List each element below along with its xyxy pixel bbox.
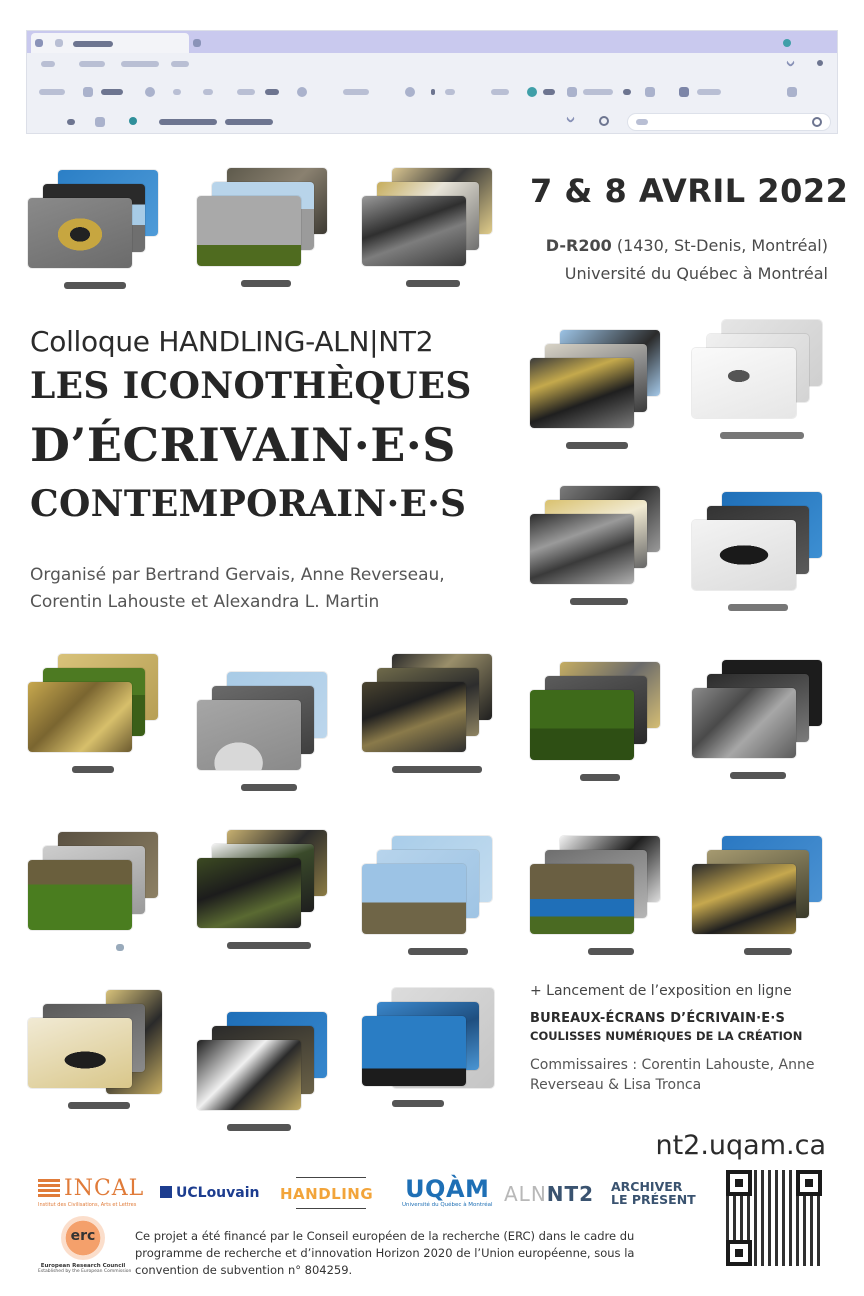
uqam-subtitle: Université du Québec à Montréal [402,1202,493,1208]
toolbar-icon[interactable] [787,87,797,97]
image-stack[interactable] [362,654,498,786]
toolbar-item[interactable] [431,89,435,95]
image-stack[interactable] [692,320,828,452]
image-stack[interactable] [28,990,164,1122]
incal-subtitle: Institut des Civilisations, Arts et Lettres [38,1202,137,1208]
archiver-line-1: ARCHIVER [611,1179,683,1194]
stack-card [362,196,466,266]
stack-card [362,1016,466,1086]
bookmark-item[interactable] [121,61,159,67]
stack-caption [720,432,804,439]
chevron-down-icon[interactable] [786,58,796,68]
stack-card [530,690,634,760]
incal-mark-icon [38,1179,60,1199]
search-icon[interactable] [812,117,822,127]
toolbar-icon[interactable] [645,87,655,97]
breadcrumb[interactable] [159,119,217,125]
toolbar-item[interactable] [583,89,613,95]
toolbar-item[interactable] [237,89,255,95]
stack-caption [64,282,126,289]
stack-card [362,864,466,934]
handling-name: HANDLING [280,1185,374,1203]
toolbar-icon[interactable] [405,87,415,97]
aln-name: ALN [504,1182,547,1206]
new-tab-icon[interactable] [193,39,201,47]
toolbar-item[interactable] [623,89,631,95]
stack-caption [392,1100,444,1107]
stack-card [530,358,634,428]
toolbar-icon[interactable] [567,87,577,97]
stack-caption [392,766,482,773]
erc-logo [38,1216,132,1274]
colloque-name: Colloque HANDLING-ALN|NT2 [30,325,434,358]
erc-mark: erc [70,1228,96,1244]
search-placeholder [636,119,648,125]
image-stack[interactable] [692,660,828,792]
tab-title [73,41,113,47]
aln-nt2-logo [504,1182,594,1206]
status-dot-icon [129,117,137,125]
toolbar-item[interactable] [265,89,279,95]
erc-subtitle: Established by the European Commission [38,1269,132,1274]
uclouvain-logo [160,1185,260,1201]
toolbar-item[interactable] [39,89,65,95]
image-stack[interactable] [530,662,666,794]
image-stack[interactable] [530,330,666,462]
toolbar-icon[interactable] [145,87,155,97]
stack-card [197,196,301,266]
browser-window [26,30,838,134]
uqam-logo [402,1176,493,1208]
toolbar-item[interactable] [343,89,369,95]
toolbar-item[interactable] [491,89,509,95]
image-stack[interactable] [692,492,828,624]
room-address: (1430, St-Denis, Montréal) [616,236,828,255]
stack-card [28,682,132,752]
stack-caption [730,772,786,779]
room-code: D-R200 [545,236,612,255]
title-line-3: CONTEMPORAIN·E·S [30,483,467,525]
search-input[interactable] [627,113,831,131]
tab-favicon-icon [55,39,63,47]
archiver-le-present-logo [611,1180,696,1206]
uclouvain-name: UCLouvain [176,1185,260,1201]
erc-disc-icon [61,1216,105,1260]
venue-room [546,232,828,260]
stack-card [197,858,301,928]
stack-caption [116,944,124,951]
stack-card [530,514,634,584]
stack-caption [588,948,634,955]
qr-finder [726,1240,752,1266]
toolbar-icon[interactable] [297,87,307,97]
stack-card [28,860,132,930]
exhibition-title: BUREAUX-ÉCRANS D’ÉCRIVAIN·E·S [530,1011,786,1026]
toolbar-item[interactable] [697,89,721,95]
refresh-icon[interactable] [599,116,609,126]
venue-university: Université du Québec à Montréal [564,264,828,283]
event-date: 7 & 8 AVRIL 2022 [530,172,849,210]
uqam-name: UQÀM [405,1175,490,1203]
stack-caption [566,442,628,449]
image-stack[interactable] [362,168,498,300]
tab-bar [27,31,837,53]
funding-notice: Ce projet a été financé par le Conseil européen de la recherche (ERC) dans le cadre du programme de recherche et d’innovation Horizon 2020 de l’Union européenne, sous la convention de subvention n° 804259. [135,1229,635,1277]
stack-card [197,1040,301,1110]
toolbar-item[interactable] [445,89,455,95]
stack-caption [227,942,311,949]
tab-favicon-icon [35,39,43,47]
stack-card [692,864,796,934]
stack-caption [406,280,460,287]
bookmark-item[interactable] [79,61,105,67]
stack-caption [227,1124,291,1131]
page-title [30,365,472,525]
image-stack[interactable] [197,1012,333,1144]
help-icon[interactable] [817,60,823,66]
title-line-2: D’ÉCRIVAIN·E·S [30,418,457,472]
website-link[interactable]: nt2.uqam.ca [655,1130,826,1161]
page-icon[interactable] [95,117,105,127]
toolbar-item[interactable] [101,89,123,95]
qr-finder [796,1170,822,1196]
exhibition-curators: Commissaires : Corentin Lahouste, Anne Reverseau & Lisa Tronca [530,1057,815,1093]
image-stack[interactable] [530,486,666,618]
exhibition-subtitle: COULISSES NUMÉRIQUES DE LA CRÉATION [530,1029,803,1043]
stack-card [692,520,796,590]
image-stack[interactable] [28,832,164,964]
back-arrow-icon[interactable] [67,119,75,125]
incal-logo [38,1176,144,1208]
image-stack[interactable] [530,836,666,968]
image-stack[interactable] [197,672,333,804]
stack-card [28,198,132,268]
breadcrumb[interactable] [225,119,273,125]
stack-caption [68,1102,130,1109]
qr-code[interactable] [726,1170,822,1266]
toolbar-icon[interactable] [83,87,93,97]
stack-caption [580,774,620,781]
image-stack[interactable] [362,836,498,968]
profile-icon[interactable] [783,39,791,47]
exhibition-launch: + Lancement de l’exposition en ligne [530,983,792,999]
event-venue [546,232,828,288]
stack-caption [241,280,291,287]
toolbar-icon[interactable] [527,87,537,97]
stack-card [197,700,301,770]
organizers: Organisé par Bertrand Gervais, Anne Reverseau, Corentin Lahouste et Alexandra L. Martin [30,565,445,612]
stack-card [28,1018,132,1088]
browser-tab[interactable] [31,33,189,53]
stack-caption [241,784,297,791]
toolbar-item[interactable] [173,89,181,95]
image-stack[interactable] [197,168,333,300]
title-line-1: LES ICONOTHÈQUES [30,365,472,407]
stack-caption [744,948,792,955]
toolbar-item[interactable] [203,89,213,95]
handling-logo [280,1177,382,1209]
bookmark-item[interactable] [41,61,55,67]
nt2-name: NT2 [546,1182,595,1206]
uclouvain-mark-icon [160,1186,172,1198]
image-stack[interactable] [362,988,498,1120]
qr-finder [726,1170,752,1196]
exhibition-info [530,983,830,1095]
bookmark-item[interactable] [171,61,189,67]
toolbar-icon[interactable] [679,87,689,97]
image-stack[interactable] [28,170,164,302]
image-stack[interactable] [692,836,828,968]
archiver-line-2: LE PRÉSENT [611,1192,696,1207]
erc-name: European Research Council [40,1263,126,1269]
stack-caption [408,948,468,955]
stack-card [692,688,796,758]
stack-caption [72,766,114,773]
stack-caption [570,598,628,605]
image-stack[interactable] [197,830,333,962]
stack-card [362,682,466,752]
incal-name: INCAL [64,1176,145,1201]
stack-caption [728,604,788,611]
toolbar-item[interactable] [543,89,555,95]
stack-card [692,348,796,418]
stack-card [530,864,634,934]
chevron-down-icon[interactable] [566,114,576,124]
image-stack[interactable] [28,654,164,786]
